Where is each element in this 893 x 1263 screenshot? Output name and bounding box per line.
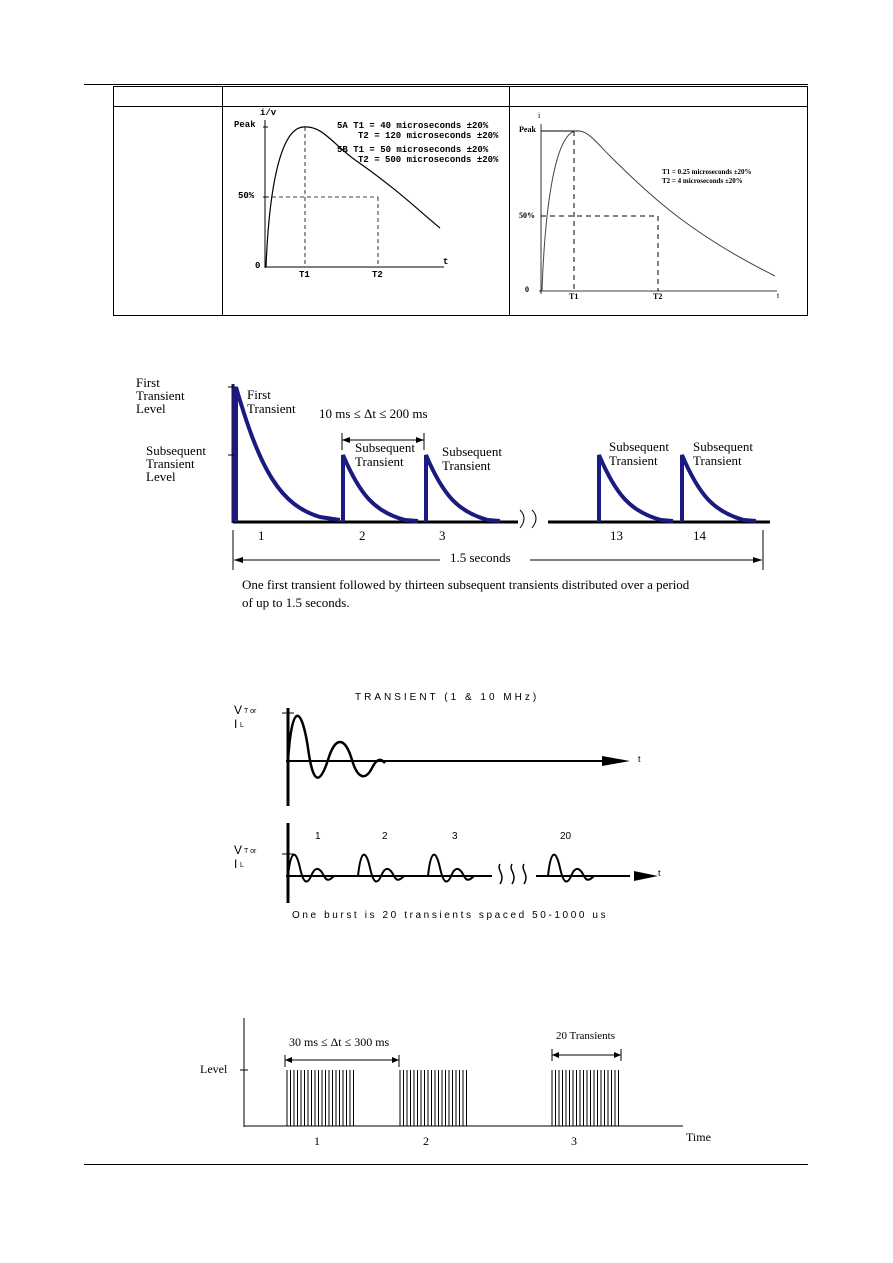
burst-number-3: 3: [452, 831, 458, 842]
burst-group-1: [287, 1070, 354, 1126]
top-t-label: t: [638, 754, 641, 764]
time-label: Time: [686, 1130, 711, 1144]
pulse-number-1: 1: [258, 528, 265, 543]
t2-label: T2: [372, 270, 383, 280]
t1-label: T1: [569, 292, 579, 301]
burst-number-2: 2: [382, 831, 388, 842]
pulse-number-2: 2: [359, 528, 366, 543]
multi-burst-figure: [130, 370, 780, 620]
duration-label: 1.5 seconds: [450, 550, 511, 565]
spec-5b-line2: T2 = 500 microseconds ±20%: [358, 155, 499, 165]
burst-wave-2: [358, 855, 404, 882]
top-rule: [84, 84, 808, 85]
group-number-2: 2: [423, 1134, 429, 1148]
bottom-x-arrow: [634, 871, 658, 881]
waveform-right-figure: [515, 111, 785, 306]
level-label: Level: [200, 1062, 228, 1076]
spec-line1: T1 = 0.25 microseconds ±20%: [662, 168, 752, 176]
burst-wave-1: [288, 855, 334, 882]
y-axis-label: i/v: [260, 108, 277, 118]
t-label: t: [443, 257, 449, 267]
bottom-y-label-v: V: [234, 843, 243, 857]
bottom-t-label: t: [658, 868, 661, 878]
subsequent-label-13: Subsequent Transient: [609, 439, 669, 468]
waveform-5-figure: [228, 110, 504, 286]
interval-label: 10 ms ≤ Δt ≤ 200 ms: [319, 406, 428, 421]
subsequent-label-3: Subsequent Transient: [442, 444, 502, 473]
t-label: t: [777, 291, 780, 300]
group-number-1: 1: [314, 1134, 320, 1148]
first-level-label: First Transient Level: [136, 375, 185, 416]
subsequent-label-2: Subsequent Transient: [355, 440, 415, 469]
burst-wave-20: [548, 855, 594, 882]
top-y-label-l: L: [240, 722, 244, 729]
pulse-number-3: 3: [439, 528, 446, 543]
bottom-y-label-i: I: [234, 857, 238, 871]
burst-group-3: [552, 1070, 619, 1126]
half-label: 50%: [519, 211, 535, 220]
peak-label: Peak: [519, 125, 536, 134]
zero-label: 0: [255, 261, 261, 271]
burst-wave-3: [428, 855, 474, 882]
top-y-label-i: I: [234, 717, 238, 731]
pulse-number-13: 13: [610, 528, 623, 543]
spec-5b-line1: 5B T1 = 50 microseconds ±20%: [337, 145, 489, 155]
spec-5a-line2: T2 = 120 microseconds ±20%: [358, 131, 499, 141]
first-transient-label: First Transient: [247, 387, 296, 416]
interval-label: 30 ms ≤ Δt ≤ 300 ms: [289, 1035, 390, 1049]
transients-label: 20 Transients: [556, 1030, 615, 1042]
half-label: 50%: [238, 191, 255, 201]
t2-label: T2: [653, 292, 663, 301]
waveform-curve: [542, 131, 775, 291]
caption-line-2: of up to 1.5 seconds.: [242, 595, 350, 610]
subsequent-label-14: Subsequent Transient: [693, 439, 753, 468]
peak-label: Peak: [234, 120, 256, 130]
burst-train-figure: [195, 1015, 735, 1155]
t1-label: T1: [299, 270, 310, 280]
break-mark-1: [520, 510, 524, 528]
top-y-label-sub: T or: [244, 708, 257, 715]
burst-number-20: 20: [560, 831, 572, 842]
burst-group-2: [400, 1070, 467, 1126]
break-mark-2: [532, 510, 536, 528]
bottom-y-label-sub: T or: [244, 848, 257, 855]
zero-label: 0: [525, 285, 529, 294]
y-axis-label: i: [538, 111, 541, 120]
top-y-label-v: V: [234, 703, 243, 717]
burst-number-1: 1: [315, 831, 321, 842]
damped-sine-figure: [230, 688, 670, 928]
damped-title: TRANSIENT (1 & 10 MHz): [355, 692, 540, 703]
group-number-3: 3: [571, 1134, 577, 1148]
spec-5a-line1: 5A T1 = 40 microseconds ±20%: [337, 121, 489, 131]
pulse-number-14: 14: [693, 528, 706, 543]
spec-line2: T2 = 4 microseconds ±20%: [662, 177, 743, 185]
damped-caption: One burst is 20 transients spaced 50-1000 us: [292, 910, 609, 921]
subsequent-level-label: Subsequent Transient Level: [146, 443, 206, 484]
top-x-arrow: [602, 756, 630, 766]
caption-line-1: One first transient followed by thirteen subsequent transients distributed over a period: [242, 577, 690, 592]
bottom-y-label-l: L: [240, 862, 244, 869]
top-damped-wave: [288, 716, 385, 778]
bottom-rule: [84, 1164, 808, 1165]
